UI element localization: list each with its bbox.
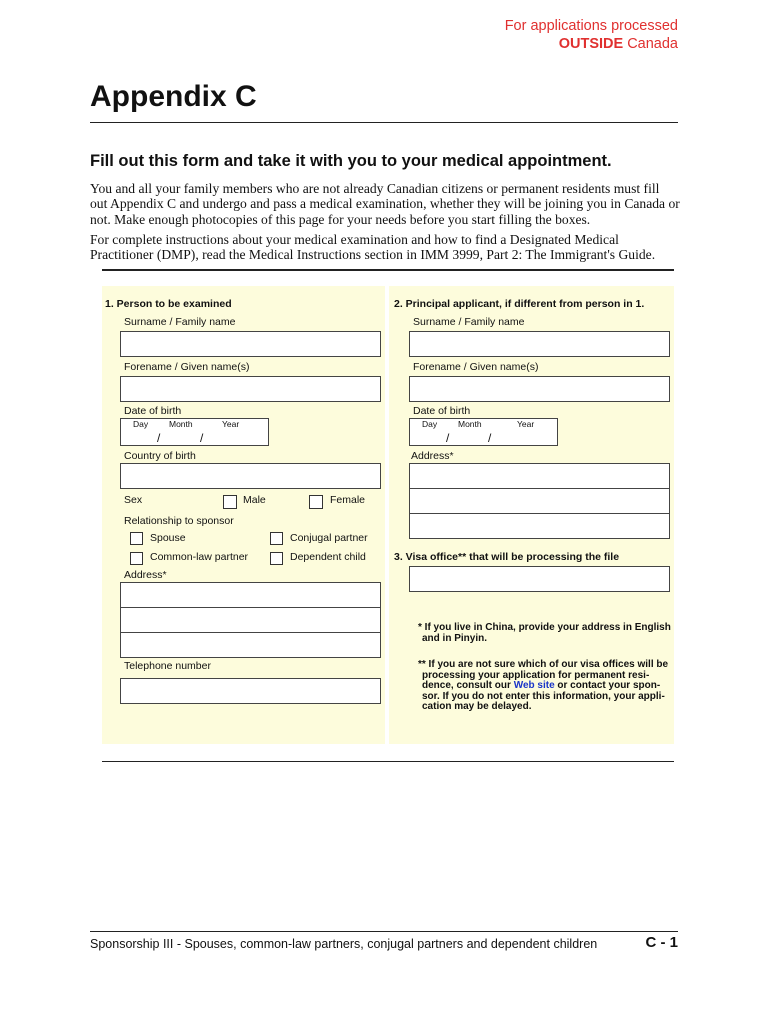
s1-dob-month-label: Month	[169, 419, 193, 429]
s1-dependent-label: Dependent child	[290, 551, 366, 563]
s1-forename-input[interactable]	[120, 376, 381, 402]
s1-dob-year-label: Year	[222, 419, 240, 429]
s1-surname-input[interactable]	[120, 331, 381, 357]
processing-note-canada: Canada	[627, 36, 678, 52]
s2-dob-month-label: Month	[458, 419, 482, 429]
s1-common-law-label: Common-law partner	[150, 551, 249, 563]
s1-spouse-checkbox[interactable]	[130, 532, 143, 545]
footer-text: Sponsorship III - Spouses, common-law partners, conjugal partners and dependent children	[90, 937, 598, 951]
page-title: Appendix C	[90, 80, 257, 113]
s1-dependent-checkbox[interactable]	[270, 552, 283, 565]
s1-conjugal-label: Conjugal partner	[290, 532, 368, 544]
web-site-link[interactable]: Web site	[513, 680, 555, 691]
china-note-line1: * If you live in China, provide your address in English	[418, 622, 671, 633]
s1-relationship-label: Relationship to sponsor	[124, 515, 234, 527]
section2-title: 2. Principal applicant, if different from person in 1.	[394, 298, 645, 310]
s1-country-input[interactable]	[120, 463, 381, 489]
s1-common-law-checkbox[interactable]	[130, 552, 143, 565]
s1-address-line1[interactable]	[120, 582, 381, 608]
page-subtitle: Fill out this form and take it with you to your medical appointment.	[90, 152, 612, 170]
form-top-rule	[102, 269, 674, 271]
instructions-paragraph: For complete instructions about your medical examination and how to find a Designated Medical Practitioner (DMP), read the Medical Instructions section in IMM 3999, Part 2: The Immigrant's Guide.	[90, 232, 656, 263]
s1-sex-label: Sex	[124, 494, 143, 506]
s1-forename-label: Forename / Given name(s)	[124, 361, 250, 373]
form-column-divider	[385, 286, 389, 744]
s1-dob-slash-2: /	[200, 431, 204, 445]
s1-dob-slash-1: /	[157, 431, 161, 445]
visa-note-line3a: dence, consult our	[422, 680, 514, 691]
s1-female-checkbox[interactable]	[309, 495, 323, 509]
visa-office-note	[418, 660, 674, 713]
section3-title: 3. Visa office** that will be processing the file	[394, 551, 620, 563]
s1-dob-input[interactable]	[120, 418, 269, 446]
s2-surname-label: Surname / Family name	[413, 316, 525, 328]
s1-surname-label: Surname / Family name	[124, 316, 236, 328]
processing-note-line1: For applications processed	[504, 18, 678, 34]
s2-dob-label: Date of birth	[413, 405, 471, 417]
s1-male-checkbox[interactable]	[223, 495, 237, 509]
s1-country-label: Country of birth	[124, 450, 196, 462]
s2-surname-input[interactable]	[409, 331, 670, 357]
s1-male-label: Male	[243, 494, 266, 506]
s1-address-line3[interactable]	[120, 632, 381, 658]
s1-address-label: Address*	[124, 569, 167, 581]
s2-forename-label: Forename / Given name(s)	[413, 361, 539, 373]
s2-address-label: Address*	[411, 450, 454, 462]
visa-note-line5: cation may be delayed.	[422, 701, 532, 712]
s1-conjugal-checkbox[interactable]	[270, 532, 283, 545]
s1-spouse-label: Spouse	[150, 532, 186, 544]
visa-note-line3b: or contact your spon-	[554, 680, 661, 691]
title-rule	[90, 122, 678, 123]
form-bottom-rule	[102, 761, 674, 762]
s2-forename-input[interactable]	[409, 376, 670, 402]
s2-dob-slash-2: /	[488, 431, 492, 445]
s2-dob-slash-1: /	[446, 431, 450, 445]
visa-note-line1: ** If you are not sure which of our visa offices will be	[418, 659, 669, 670]
s1-dob-day-label: Day	[133, 419, 149, 429]
s1-dob-label: Date of birth	[124, 405, 182, 417]
visa-note-line4: sor. If you do not enter this information, your appli-	[422, 690, 665, 702]
s2-address-line1[interactable]	[409, 463, 670, 489]
s2-address-line3[interactable]	[409, 513, 670, 539]
s2-address-line2[interactable]	[409, 488, 670, 514]
processing-note-outside: OUTSIDE	[558, 36, 624, 52]
china-address-note	[418, 623, 672, 644]
visa-note-line2: processing your application for permanent resi-	[422, 669, 650, 681]
s2-dob-day-label: Day	[422, 419, 438, 429]
page-number: C - 1	[645, 934, 678, 951]
s1-telephone-input[interactable]	[120, 678, 381, 704]
s3-visa-office-input[interactable]	[409, 566, 670, 592]
china-note-line2: and in Pinyin.	[422, 632, 488, 644]
s1-telephone-label: Telephone number	[124, 660, 211, 672]
s2-dob-year-label: Year	[517, 419, 535, 429]
processing-note	[505, 17, 678, 53]
s2-dob-input[interactable]	[409, 418, 558, 446]
section1-title: 1. Person to be examined	[105, 298, 232, 310]
s1-address-line2[interactable]	[120, 607, 381, 633]
footer-rule	[90, 931, 678, 932]
intro-paragraph: You and all your family members who are not already Canadian citizens or permanent residents must fill out Appendix C and undergo and pass a medical examination, whether they will be joining you in Canada or not. Make enough photocopies of this page for your needs before you start filling the boxes.	[90, 181, 680, 227]
s1-female-label: Female	[330, 494, 366, 506]
